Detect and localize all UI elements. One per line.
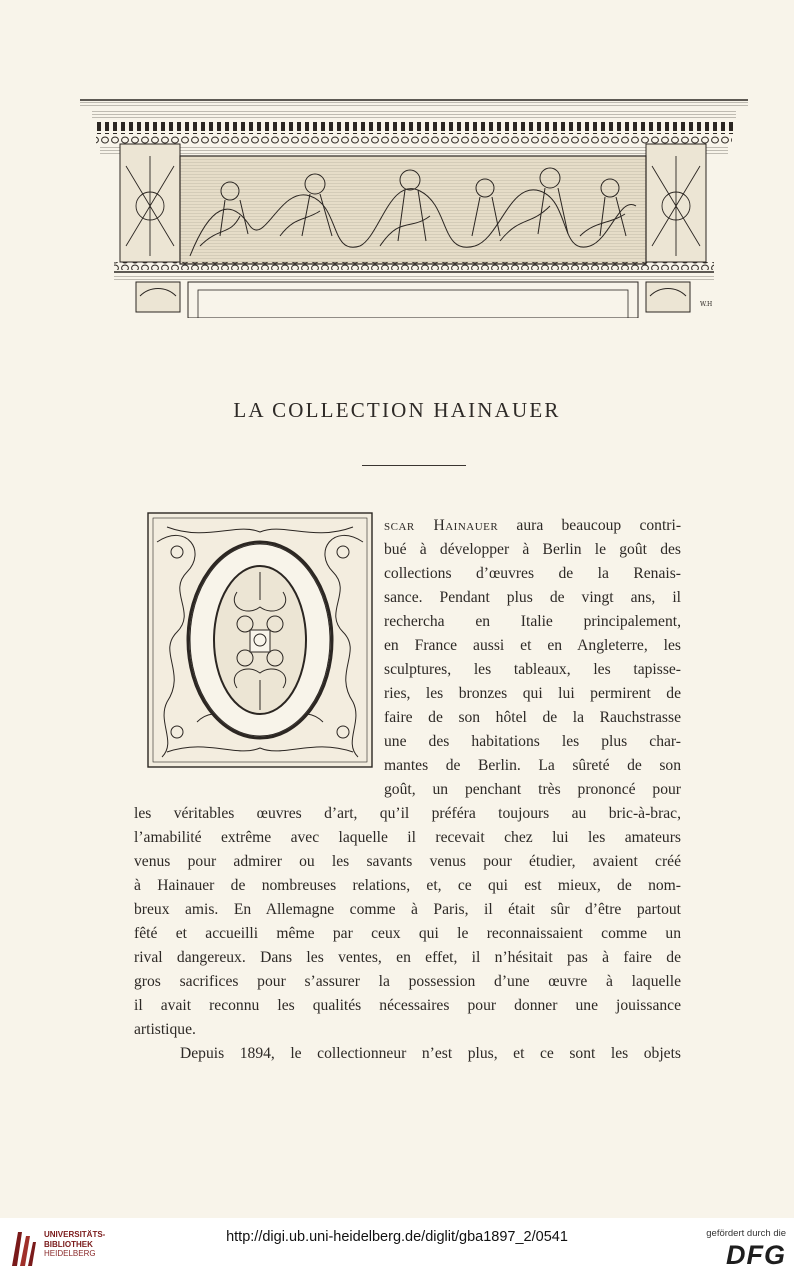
text-line: à Hainauer de nombreuses relations, et, ce qui est mieux, de nom- — [134, 877, 681, 894]
second-paragraph-start: Depuis 1894, le collectionneur n’est plus, et ce sont les objets — [180, 1045, 681, 1062]
text-line: rival dangereux. Dans les ventes, en effet, il n’hésitait pas à faire de — [134, 949, 681, 966]
text-line: rechercha en Italie principalement, — [384, 613, 681, 630]
text-line: faire de son hôtel de la Rauchstrasse — [384, 709, 681, 726]
text-line: sculptures, les tableaux, les tapisse- — [384, 661, 681, 678]
dropcap-illustration — [147, 512, 373, 768]
text-line: mantes de Berlin. La sûreté de son — [384, 757, 681, 774]
text-line: une des habitations les plus char- — [384, 733, 681, 750]
text-line: goût, un penchant très prononcé pour — [384, 781, 681, 798]
text-line: les véritables œuvres d’art, qu’il préféra toujours au bric-à-brac, — [134, 805, 681, 822]
title-divider — [362, 465, 466, 466]
monogram: W.H — [700, 301, 713, 308]
text-line: fêté et accueilli même par ceux qui le reconnaissaient comme un — [134, 925, 681, 942]
article-title: LA COLLECTION HAINAUER — [233, 398, 561, 422]
library-line: HEIDELBERG — [44, 1249, 96, 1259]
text-line: collections d’œuvres de la Renais- — [384, 565, 681, 582]
funded-by-text: gefördert durch die — [706, 1228, 786, 1239]
text-line: venus pour admirer ou les savants venus pour étudier, avaient créé — [134, 853, 681, 870]
dfg-logo: DFG — [726, 1240, 786, 1270]
library-line: BIBLIOTHEK — [44, 1239, 93, 1249]
text-line: breux amis. En Allemagne comme à Paris, il était sûr d’être partout — [134, 901, 681, 918]
lead-smallcaps: scar Hainauer — [384, 517, 499, 534]
text-line: l’amabilité extrême avec laquelle il recevait chez lui les amateurs — [134, 829, 681, 846]
first-line-rest: aura beaucoup contri- — [498, 517, 682, 534]
library-line: UNIVERSITÄTS- — [44, 1230, 106, 1239]
paragraph-end: artistique. — [134, 1021, 196, 1038]
frieze-illustration — [80, 96, 748, 318]
text-line-1 — [384, 516, 681, 535]
footer-bar — [0, 1218, 794, 1276]
text-line: en France aussi et en Angleterre, les — [384, 637, 681, 654]
text-line: il avait reconnu les qualités nécessaires pour donner une jouissance — [134, 997, 681, 1014]
source-url-link[interactable]: http://digi.ub.uni-heidelberg.de/diglit/gba1897_2/0541 — [226, 1229, 568, 1245]
text-line: sance. Pendant plus de vingt ans, il — [384, 589, 681, 606]
text-line: gros sacrifices pour s’assurer la possession d’une œuvre à laquelle — [134, 973, 681, 990]
text-line: bué à développer à Berlin le goût des — [384, 541, 681, 558]
text-line: ries, les bronzes qui lui permirent de — [384, 685, 681, 702]
